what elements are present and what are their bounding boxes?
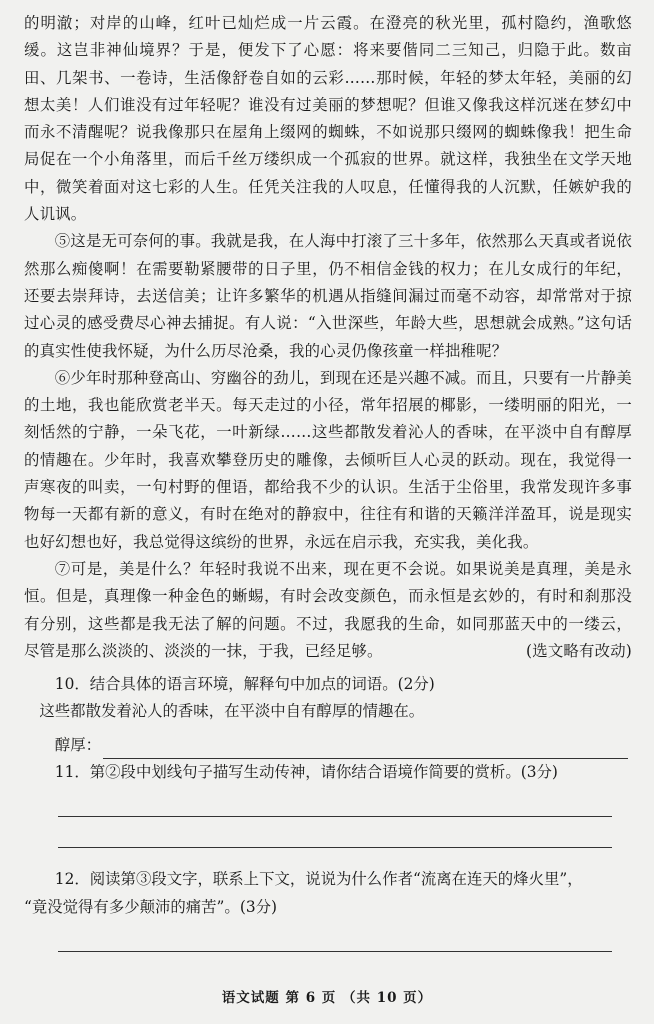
passage-paragraph-7-text: ⑦可是，美是什么？年轻时我说不出来，现在更不会说。如果说美是真理，美是永恒。但是，真理像一种金色的蜥蜴，有时会改变颜色，而永恒是玄妙的，有时和刹那没有分别，这些都是我无法了解的问题。不过，我愿我的生命，如同那蓝天中的一缕云，尽管是那么淡淡的、淡淡的一抹，于我，已经足够。 [24,559,632,660]
passage-paragraph-continued: 的明澈；对岸的山峰，红叶已灿烂成一片云霞。在澄亮的秋光里，孤村隐约，渔歌悠缓。这岂非神仙境界？于是，便发下了心愿：将来要偕同二三知己，归隐于此。数亩田、几架书、一卷诗，生活像舒卷自如的云彩……那时候，年轻的梦太年轻，美丽的幻想太美！人们谁没有过年轻呢？谁没有过美丽的梦想呢？但谁又像我这样沉迷在梦幻中而永不清醒呢？说我像那只在屋角上缀网的蜘蛛，不如说那只缀网的蜘蛛像我！把生命局促在一个小角落里，而后千丝万缕织成一个孤寂的世界。就这样，我独坐在文学天地中，微笑着面对这七彩的人生。任凭关注我的人叹息，任懂得我的人沉默，任嫉妒我的人讥讽。 [24,14,632,224]
question-10: 10．结合具体的语言环境，解释句中加点的词语。(2分) [54,675,435,694]
source-note: (选文略有改动) [526,641,632,660]
question-12-answer-line[interactable] [58,951,612,952]
passage-paragraph-7 [24,556,632,665]
question-11: 11．第②段中划线句子描写生动传神，请你结合语境作简要的赏析。(3分) [54,763,558,782]
question-10-sentence: 这些都散发着沁人的香味，在平淡中自有醇厚的情趣在。 [39,702,425,721]
question-10-answer-field[interactable] [24,732,632,759]
passage-paragraph-6: ⑥少年时那种登高山、穷幽谷的劲儿，到现在还是兴趣不减。而且，只要有一片静美的土地，我也能欣赏老半天。每天走过的小径，常年招展的椰影，一缕明丽的阳光，一刻恬然的宁静，一朵飞花，一叶新绿……这些都散发着沁人的香味，在平淡中自有醇厚的情趣在。少年时，我喜欢攀登历史的雕像，去倾听巨人心灵的跃动。现在，我觉得一声寒夜的叫卖，一句村野的俚语，都给我不少的认识。生活于尘俗里，我常发现许多事物每一天都有新的意义，有时在绝对的静寂中，往往有和谐的天籁洋洋盈耳，说是现实也好幻想也好，我总觉得这缤纷的世界，永远在启示我，充实我，美化我。 [24,368,632,551]
passage-paragraph-5: ⑤这是无可奈何的事。我就是我，在人海中打滚了三十多年，依然那么天真或者说依然那么痴傻啊！在需要勒紧腰带的日子里，仍不相信金钱的权力；在儿女成行的年纪，还要去崇拜诗，去送信美；让许多繁华的机遇从指缝间漏过而毫不动容，却常常对于掠过心灵的感受费尽心神去捕捉。有人说：“入世深些，年龄大些，思想就会成熟。”这句话的真实性使我怀疑，为什么历尽沧桑，我的心灵仍像孩童一样拙稚呢？ [24,232,632,360]
question-10-label: 醇厚： [54,735,101,754]
question-12-line-1: 12．阅读第③段文字，联系上下文，说说为什么作者“流离在连天的烽火里”， [54,870,583,889]
page-footer: 语文试题 第 6 页 （共 10 页） [221,990,433,1006]
question-10-answer-line[interactable] [103,738,628,759]
question-12-line-2: “竟没觉得有多少颠沛的痛苦”。(3分) [24,897,278,916]
